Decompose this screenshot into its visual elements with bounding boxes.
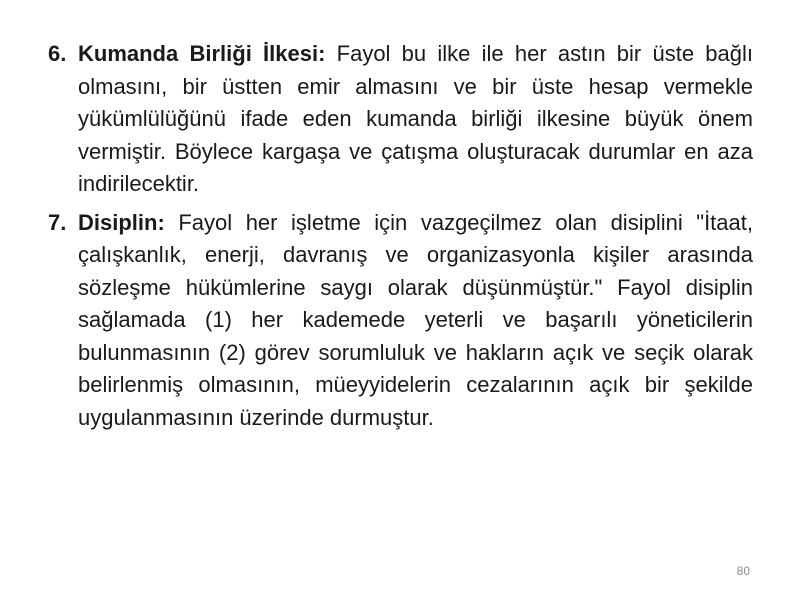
item-number: 6. [48, 41, 67, 66]
item-number: 7. [48, 209, 67, 235]
item-text: Fayol her işletme için vazgeçilmez olan disiplini "İtaat, çalışkanlık, enerji, davranış ve organizasyonla kişiler arasında sözleşme hükümlerine saygı olarak düşünmüştür." Fayol disiplin sağlamada (1) her kademede yeterli ve başarılı yöneticilerin bulunmasının (2) görev sorumluluk ve hakların açık ve seçik olarak belirlenmiş olmasının, müeyyidelerin cezalarının açık bir şekilde uygulanmasının üzerinde durmuştur. [78, 209, 753, 430]
item-title: Kumanda Birliği İlkesi: [78, 41, 326, 66]
item-text: Fayol bu ilke ile her astın bir üste bağlı olmasını, bir üstten emir almasını ve bir üste hesap vermekle yükümlülüğünü ifade eden kumanda birliği ilkesine büyük önem vermiştir. Böylece kargaşa ve çatışma oluşturacak durumlar en aza indirilecektir. [78, 41, 753, 196]
page-number: 80 [736, 564, 750, 578]
list-item-kumanda-birligi [48, 38, 753, 201]
item-title: Disiplin: [78, 209, 165, 235]
list-item-disiplin [48, 207, 753, 435]
slide-content [48, 38, 753, 440]
